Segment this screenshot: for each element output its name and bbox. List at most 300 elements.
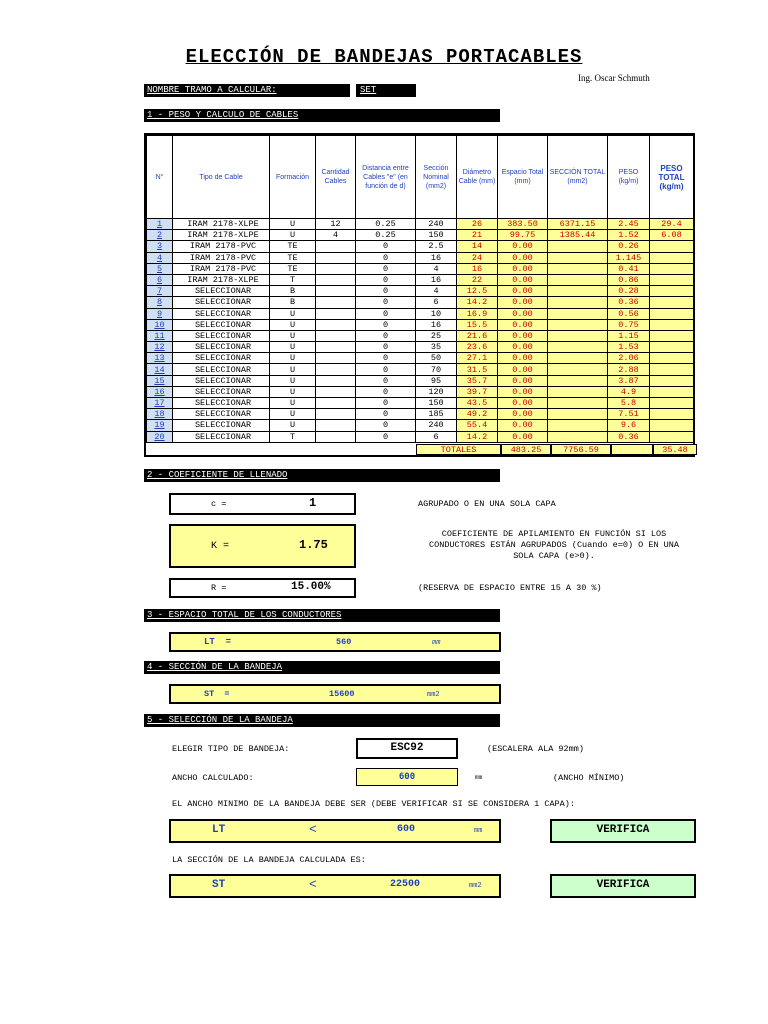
peso-value: 1.52 — [608, 230, 650, 241]
distancia-input[interactable]: 0 — [356, 297, 416, 308]
section-1-bar — [144, 109, 500, 122]
distancia-input[interactable]: 0 — [356, 386, 416, 397]
formacion-select[interactable]: TE — [270, 263, 316, 274]
espacio-value: 0.00 — [498, 330, 548, 341]
espacio-value: 0.00 — [498, 409, 548, 420]
diametro-value: 16 — [457, 263, 498, 274]
r-box — [169, 578, 356, 598]
st-check-label: ST — [212, 879, 226, 891]
espacio-value: 0.00 — [498, 420, 548, 431]
formacion-select[interactable]: B — [270, 286, 316, 297]
distancia-input[interactable]: 0.25 — [356, 219, 416, 230]
seccion-total-value — [548, 364, 608, 375]
distancia-input[interactable]: 0 — [356, 398, 416, 409]
lt-check-value: 600 — [397, 824, 416, 835]
seccion-total-value: 1385.44 — [548, 230, 608, 241]
row-number[interactable]: 12 — [147, 342, 173, 353]
table-row — [147, 398, 694, 409]
peso-total-value — [650, 297, 694, 308]
diametro-value: 14.2 — [457, 431, 498, 442]
espacio-value: 0.00 — [498, 274, 548, 285]
peso-total-value — [650, 286, 694, 297]
cable-type-select[interactable]: SELECCIONAR — [173, 386, 270, 397]
cantidad-input[interactable] — [316, 263, 356, 274]
espacio-value: 0.00 — [498, 308, 548, 319]
seccion-total-value — [548, 386, 608, 397]
k-value: 1.75 — [299, 538, 328, 552]
c-box — [169, 493, 356, 515]
row-number[interactable]: 15 — [147, 375, 173, 386]
formacion-select[interactable]: TE — [270, 252, 316, 263]
formacion-select[interactable]: U — [270, 398, 316, 409]
row-number[interactable]: 10 — [147, 319, 173, 330]
tipo-bandeja-select[interactable]: ESC92 — [356, 738, 458, 759]
seccion-total-value — [548, 286, 608, 297]
c-value[interactable]: 1 — [309, 496, 317, 510]
peso-total-value: 6.08 — [650, 230, 694, 241]
st-box — [169, 684, 501, 704]
formacion-select[interactable]: TE — [270, 241, 316, 252]
espacio-value: 0.00 — [498, 263, 548, 274]
espacio-value: 0.00 — [498, 297, 548, 308]
row-number[interactable]: 9 — [147, 308, 173, 319]
section-5-bar — [144, 714, 500, 727]
row-number[interactable]: 8 — [147, 297, 173, 308]
seccion-select[interactable]: 150 — [416, 398, 457, 409]
espacio-value: 0.00 — [498, 353, 548, 364]
formacion-select[interactable]: U — [270, 330, 316, 341]
diametro-value: 49.2 — [457, 409, 498, 420]
lt-status-badge: VERIFICA — [550, 819, 696, 843]
seccion-total-value — [548, 330, 608, 341]
peso-total-value — [650, 364, 694, 375]
ancho-minimo-text: EL ANCHO MINIMO DE LA BANDEJA DEBE SER (DEBE VERIFICAR SI SE CONSIDERA 1 CAPA): — [172, 799, 575, 809]
peso-value: 5.8 — [608, 398, 650, 409]
seccion-select[interactable]: 16 — [416, 319, 457, 330]
formacion-select[interactable]: U — [270, 364, 316, 375]
diametro-value: 15.5 — [457, 319, 498, 330]
diametro-value: 39.7 — [457, 386, 498, 397]
peso-value: 1.53 — [608, 342, 650, 353]
distancia-input[interactable]: 0 — [356, 342, 416, 353]
tipo-label: ELEGIR TIPO DE BANDEJA: — [172, 744, 290, 754]
row-number[interactable]: 5 — [147, 263, 173, 274]
distancia-input[interactable]: 0 — [356, 330, 416, 341]
r-value[interactable]: 15.00% — [291, 581, 331, 593]
col-header-espacio: Espacio Total (mm) — [498, 136, 548, 219]
table-row — [147, 219, 694, 230]
cantidad-input[interactable] — [316, 409, 356, 420]
cantidad-input[interactable] — [316, 330, 356, 341]
table-row — [147, 342, 694, 353]
table-row — [147, 375, 694, 386]
row-number[interactable]: 17 — [147, 398, 173, 409]
section-5-title: 5 - SELECCIÓN DE LA BANDEJA — [147, 715, 293, 725]
lt-label: LT = — [204, 637, 232, 647]
peso-value: 0.86 — [608, 274, 650, 285]
row-number[interactable]: 4 — [147, 252, 173, 263]
cable-type-select[interactable]: SELECCIONAR — [173, 398, 270, 409]
peso-total-value — [650, 330, 694, 341]
seccion-select[interactable]: 185 — [416, 409, 457, 420]
peso-value: 2.45 — [608, 219, 650, 230]
cable-type-select[interactable]: SELECCIONAR — [173, 431, 270, 442]
lt-check-unit: mm — [474, 827, 483, 835]
st-status-badge: VERIFICA — [550, 874, 696, 898]
peso-total-value — [650, 375, 694, 386]
cantidad-input[interactable] — [316, 342, 356, 353]
distancia-input[interactable]: 0 — [356, 431, 416, 442]
cantidad-input[interactable] — [316, 308, 356, 319]
distancia-input[interactable]: 0 — [356, 375, 416, 386]
formacion-select[interactable]: U — [270, 230, 316, 241]
formacion-select[interactable]: U — [270, 409, 316, 420]
diametro-value: 21.6 — [457, 330, 498, 341]
col-header-seccion-total: SECCIÓN TOTAL (mm2) — [548, 136, 608, 219]
table-row — [147, 308, 694, 319]
cable-type-select[interactable]: SELECCIONAR — [173, 375, 270, 386]
formacion-select[interactable]: T — [270, 431, 316, 442]
row-number[interactable]: 1 — [147, 219, 173, 230]
cantidad-input[interactable] — [316, 286, 356, 297]
diametro-value: 24 — [457, 252, 498, 263]
seccion-select[interactable]: 16 — [416, 274, 457, 285]
distancia-input[interactable]: 0 — [356, 409, 416, 420]
seccion-total-value — [548, 252, 608, 263]
col-header-peso-total: PESO TOTAL (kg/m) — [650, 136, 694, 219]
peso-total-value — [650, 252, 694, 263]
espacio-value: 99.75 — [498, 230, 548, 241]
seccion-total-value — [548, 353, 608, 364]
st-check-box — [169, 874, 501, 898]
st-unit: mm2 — [427, 691, 440, 699]
lt-box — [169, 632, 501, 652]
row-number[interactable]: 7 — [147, 286, 173, 297]
table-row — [147, 330, 694, 341]
diametro-value: 23.6 — [457, 342, 498, 353]
formacion-select[interactable]: U — [270, 319, 316, 330]
seccion-select[interactable]: 70 — [416, 364, 457, 375]
peso-value: 3.87 — [608, 375, 650, 386]
cable-type-select[interactable]: SELECCIONAR — [173, 409, 270, 420]
seccion-total-value — [548, 274, 608, 285]
cables-table — [144, 133, 695, 457]
cable-type-select[interactable]: SELECCIONAR — [173, 364, 270, 375]
seccion-select[interactable]: 35 — [416, 342, 457, 353]
formacion-select[interactable]: U — [270, 308, 316, 319]
ancho-label: ANCHO CALCULADO: — [172, 773, 254, 783]
table-row — [147, 364, 694, 375]
total-seccion: 7756.59 — [551, 444, 611, 455]
peso-value: 1.15 — [608, 330, 650, 341]
cable-type-select[interactable]: SELECCIONAR — [173, 330, 270, 341]
row-number[interactable]: 16 — [147, 386, 173, 397]
row-number[interactable]: 6 — [147, 274, 173, 285]
cantidad-input[interactable] — [316, 364, 356, 375]
distancia-input[interactable]: 0 — [356, 263, 416, 274]
tipo-desc: (ESCALERA ALA 92mm) — [487, 744, 584, 754]
seccion-select[interactable]: 4 — [416, 263, 457, 274]
cantidad-input[interactable] — [316, 241, 356, 252]
formacion-select[interactable]: U — [270, 386, 316, 397]
table-row — [147, 386, 694, 397]
seccion-total-value — [548, 420, 608, 431]
peso-total-value — [650, 420, 694, 431]
seccion-calculada-text: LA SECCIÓN DE LA BANDEJA CALCULADA ES: — [172, 855, 366, 865]
peso-total-value — [650, 308, 694, 319]
cable-type-select[interactable]: IRAM 2178-XLPE — [173, 274, 270, 285]
cantidad-input[interactable] — [316, 398, 356, 409]
seccion-total-value — [548, 319, 608, 330]
section-2-title: 2 - COEFICIENTE DE LLENADO — [147, 470, 288, 480]
seccion-total-value — [548, 409, 608, 420]
table-row — [147, 409, 694, 420]
k-box — [169, 524, 356, 568]
peso-value: 0.36 — [608, 431, 650, 442]
peso-total-value — [650, 319, 694, 330]
author: Ing. Oscar Schmuth — [578, 73, 650, 83]
cable-type-select[interactable]: IRAM 2178-XLPE — [173, 219, 270, 230]
col-header-formacion: Formación — [270, 136, 316, 219]
seccion-total-value: 6371.15 — [548, 219, 608, 230]
cantidad-input[interactable] — [316, 386, 356, 397]
ancho-desc: (ANCHO MÍNIMO) — [553, 773, 625, 783]
seccion-select[interactable]: 16 — [416, 252, 457, 263]
seccion-select[interactable]: 10 — [416, 308, 457, 319]
cantidad-input[interactable] — [316, 274, 356, 285]
peso-value: 7.51 — [608, 409, 650, 420]
cable-type-select[interactable]: IRAM 2178-PVC — [173, 263, 270, 274]
espacio-value: 0.00 — [498, 364, 548, 375]
cable-type-select[interactable]: SELECCIONAR — [173, 342, 270, 353]
col-header-n: N° — [147, 136, 173, 219]
col-header-distancia: Distancia entre Cables "e" (en función de d) — [356, 136, 416, 219]
row-number[interactable]: 2 — [147, 230, 173, 241]
row-number[interactable]: 13 — [147, 353, 173, 364]
distancia-input[interactable]: 0 — [356, 274, 416, 285]
formacion-select[interactable]: T — [270, 274, 316, 285]
formacion-select[interactable]: U — [270, 375, 316, 386]
peso-total-value — [650, 353, 694, 364]
formacion-select[interactable]: B — [270, 297, 316, 308]
diametro-value: 27.1 — [457, 353, 498, 364]
r-label: R = — [211, 583, 227, 593]
k-desc: COEFICIENTE DE APILAMIENTO EN FUNCIÓN SI LOS CONDUCTORES ESTÁN AGRUPADOS (Cuando e=0) O EN UNA SOLA CAPA (e>0). — [429, 529, 679, 561]
espacio-value: 0.00 — [498, 342, 548, 353]
row-number[interactable]: 3 — [147, 241, 173, 252]
seccion-select[interactable]: 150 — [416, 230, 457, 241]
peso-total-value — [650, 398, 694, 409]
section-4-bar — [144, 661, 500, 674]
col-header-peso: PESO (kg/m) — [608, 136, 650, 219]
peso-value: 0.28 — [608, 286, 650, 297]
espacio-value: 0.00 — [498, 252, 548, 263]
cable-type-select[interactable]: SELECCIONAR — [173, 286, 270, 297]
diametro-value: 14 — [457, 241, 498, 252]
diametro-value: 31.5 — [457, 364, 498, 375]
diametro-value: 43.5 — [457, 398, 498, 409]
peso-total-value — [650, 263, 694, 274]
distancia-input[interactable]: 0 — [356, 241, 416, 252]
distancia-input[interactable]: 0 — [356, 286, 416, 297]
table-row — [147, 420, 694, 431]
distancia-input[interactable]: 0 — [356, 308, 416, 319]
espacio-value: 0.00 — [498, 286, 548, 297]
section-3-title: 3 - ESPACIO TOTAL DE LOS CONDUCTORES — [147, 610, 342, 620]
table-row — [147, 274, 694, 285]
cantidad-input[interactable] — [316, 420, 356, 431]
lt-check-box — [169, 819, 501, 843]
espacio-value: 383.50 — [498, 219, 548, 230]
distancia-input[interactable]: 0 — [356, 420, 416, 431]
peso-value: 1.145 — [608, 252, 650, 263]
section-3-bar — [144, 609, 500, 622]
seccion-select[interactable]: 240 — [416, 219, 457, 230]
table-row — [147, 263, 694, 274]
cable-type-select[interactable]: IRAM 2178-PVC — [173, 252, 270, 263]
cable-type-select[interactable]: IRAM 2178-XLPE — [173, 230, 270, 241]
table-row — [147, 286, 694, 297]
st-check-unit: mm2 — [469, 882, 482, 890]
cantidad-input[interactable] — [316, 297, 356, 308]
peso-value: 0.26 — [608, 241, 650, 252]
st-check-value: 22500 — [390, 879, 421, 890]
table-row — [147, 319, 694, 330]
col-header-seccion: Sección Nominal (mm2) — [416, 136, 457, 219]
seccion-select[interactable]: 2.5 — [416, 241, 457, 252]
table-row — [147, 252, 694, 263]
cable-type-select[interactable]: SELECCIONAR — [173, 319, 270, 330]
peso-value: 2.88 — [608, 364, 650, 375]
cantidad-input[interactable] — [316, 252, 356, 263]
cantidad-input[interactable] — [316, 375, 356, 386]
peso-value: 0.36 — [608, 297, 650, 308]
lt-check-label: LT — [212, 824, 226, 836]
tramo-value[interactable]: SET — [356, 84, 416, 97]
seccion-select[interactable]: 25 — [416, 330, 457, 341]
peso-value: 0.56 — [608, 308, 650, 319]
seccion-total-value — [548, 297, 608, 308]
espacio-value: 0.00 — [498, 398, 548, 409]
seccion-select[interactable]: 95 — [416, 375, 457, 386]
col-header-cantidad: Cantidad Cables — [316, 136, 356, 219]
peso-value: 0.41 — [608, 263, 650, 274]
table-row — [147, 431, 694, 442]
st-check-op: < — [309, 877, 317, 892]
seccion-total-value — [548, 398, 608, 409]
total-peso: 35.48 — [653, 444, 697, 455]
ancho-unit: mm — [475, 774, 483, 781]
row-number[interactable]: 14 — [147, 364, 173, 375]
distancia-input[interactable]: 0.25 — [356, 230, 416, 241]
c-desc: AGRUPADO O EN UNA SOLA CAPA — [418, 499, 556, 509]
cantidad-input[interactable] — [316, 319, 356, 330]
diametro-value: 14.2 — [457, 297, 498, 308]
seccion-select[interactable]: 6 — [416, 297, 457, 308]
tramo-label-bar — [144, 84, 350, 97]
table-row — [147, 241, 694, 252]
distancia-input[interactable]: 0 — [356, 353, 416, 364]
r-desc: (RESERVA DE ESPACIO ENTRE 15 A 30 %) — [418, 583, 602, 593]
espacio-value: 0.00 — [498, 386, 548, 397]
lt-check-op: < — [309, 822, 317, 837]
espacio-value: 0.00 — [498, 241, 548, 252]
diametro-value: 21 — [457, 230, 498, 241]
cable-type-select[interactable]: SELECCIONAR — [173, 308, 270, 319]
peso-value: 9.6 — [608, 420, 650, 431]
peso-total-value — [650, 342, 694, 353]
seccion-select[interactable]: 50 — [416, 353, 457, 364]
diametro-value: 12.5 — [457, 286, 498, 297]
cantidad-input[interactable]: 4 — [316, 230, 356, 241]
distancia-input[interactable]: 0 — [356, 319, 416, 330]
diametro-value: 55.4 — [457, 420, 498, 431]
seccion-select[interactable]: 4 — [416, 286, 457, 297]
distancia-input[interactable]: 0 — [356, 252, 416, 263]
diametro-value: 16.9 — [457, 308, 498, 319]
total-peso-empty — [611, 444, 653, 455]
cantidad-input[interactable] — [316, 431, 356, 442]
section-4-title: 4 - SECCIÓN DE LA BANDEJA — [147, 662, 283, 672]
row-number[interactable]: 19 — [147, 420, 173, 431]
seccion-total-value — [548, 241, 608, 252]
cable-type-select[interactable]: SELECCIONAR — [173, 420, 270, 431]
peso-total-value — [650, 241, 694, 252]
formacion-select[interactable]: U — [270, 219, 316, 230]
totales-label: TOTALES — [416, 444, 501, 455]
peso-total-value — [650, 409, 694, 420]
peso-total-value: 29.4 — [650, 219, 694, 230]
diametro-value: 26 — [457, 219, 498, 230]
peso-value: 2.06 — [608, 353, 650, 364]
cable-type-select[interactable]: IRAM 2178-PVC — [173, 241, 270, 252]
diametro-value: 35.7 — [457, 375, 498, 386]
espacio-value: 0.00 — [498, 375, 548, 386]
cantidad-input[interactable] — [316, 353, 356, 364]
seccion-total-value — [548, 431, 608, 442]
formacion-select[interactable]: U — [270, 342, 316, 353]
table-row — [147, 297, 694, 308]
st-value: 15600 — [329, 689, 355, 699]
row-number[interactable]: 18 — [147, 409, 173, 420]
total-espacio: 483.25 — [501, 444, 551, 455]
section-1-title: 1 - PESO Y CALCULO DE CABLES — [147, 110, 299, 120]
peso-total-value — [650, 386, 694, 397]
peso-total-value — [650, 431, 694, 442]
cable-type-select[interactable]: SELECCIONAR — [173, 353, 270, 364]
diametro-value: 22 — [457, 274, 498, 285]
table-row — [147, 230, 694, 241]
row-number[interactable]: 20 — [147, 431, 173, 442]
cable-type-select[interactable]: SELECCIONAR — [173, 297, 270, 308]
lt-value: 560 — [336, 637, 352, 647]
ancho-value: 600 — [356, 768, 458, 786]
distancia-input[interactable]: 0 — [356, 364, 416, 375]
row-number[interactable]: 11 — [147, 330, 173, 341]
page-title: ELECCIÓN DE BANDEJAS PORTACABLES — [185, 46, 583, 68]
seccion-total-value — [548, 342, 608, 353]
seccion-select[interactable]: 6 — [416, 431, 457, 442]
formacion-select[interactable]: U — [270, 420, 316, 431]
seccion-select[interactable]: 120 — [416, 386, 457, 397]
peso-value: 4.9 — [608, 386, 650, 397]
espacio-value: 0.00 — [498, 319, 548, 330]
formacion-select[interactable]: U — [270, 353, 316, 364]
col-header-diametro: Diámetro Cable (mm) — [457, 136, 498, 219]
cantidad-input[interactable]: 12 — [316, 219, 356, 230]
seccion-select[interactable]: 240 — [416, 420, 457, 431]
section-2-bar — [144, 469, 500, 482]
